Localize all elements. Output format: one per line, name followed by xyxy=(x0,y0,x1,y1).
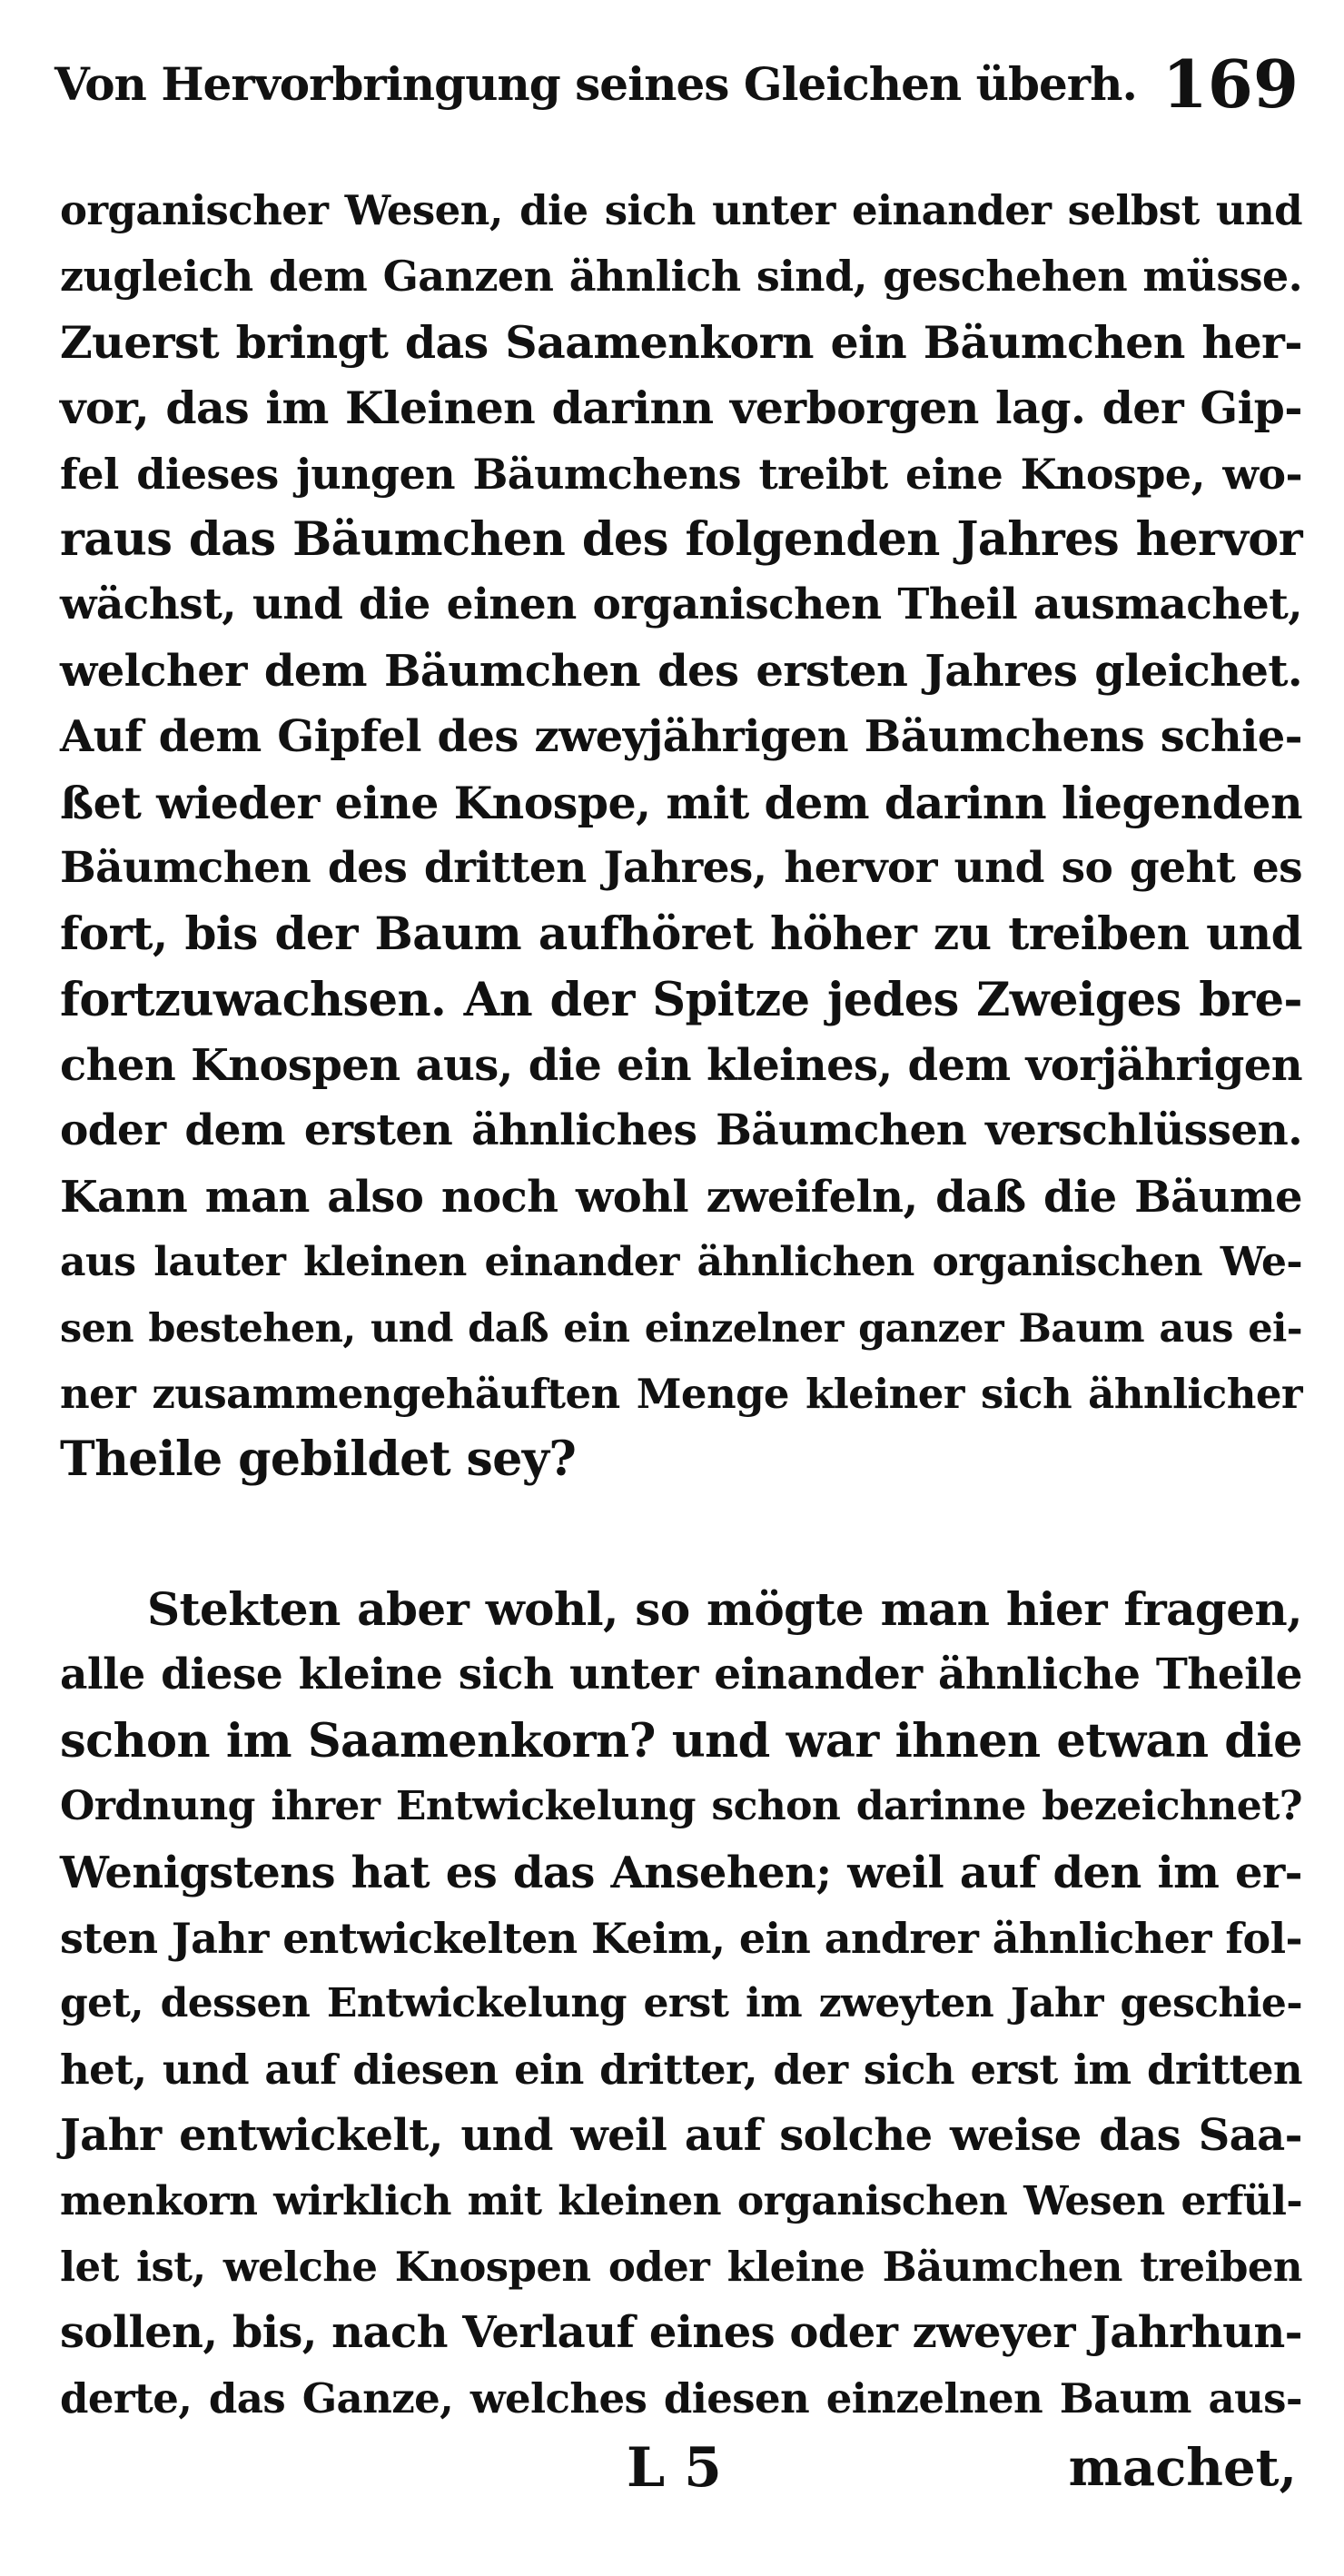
paragraph-2 xyxy=(60,1577,1302,2432)
text-line: fort, bis der Baum aufhöret höher zu treiben und xyxy=(60,907,1302,961)
text-line: chen Knospen aus, die ein kleines, dem vorjährigen xyxy=(60,1040,1302,1092)
text-line: vor, das im Kleinen darinn verborgen lag. der Gip- xyxy=(60,381,1302,435)
running-title: Von Hervorbringung seines Gleichen überh. xyxy=(54,57,1137,111)
signature-mark: L 5 xyxy=(627,2436,722,2500)
page-number: 169 xyxy=(1161,45,1299,123)
text-line: derte, das Ganze, welches diesen einzelnen Baum aus- xyxy=(60,2373,1302,2422)
page-footer xyxy=(0,2427,1344,2509)
text-line: Auf dem Gipfel des zweyjährigen Bäumchens schie- xyxy=(60,711,1302,763)
text-line: Jahr entwickelt, und weil auf solche weise das Saa- xyxy=(60,2110,1302,2162)
text-line: ßet wieder eine Knospe, mit dem darinn liegenden xyxy=(60,776,1302,829)
text-line: Zuerst bringt das Saamenkorn ein Bäumchen her- xyxy=(60,315,1302,369)
text-line: aus lauter kleinen einander ähnlichen organischen We- xyxy=(60,1239,1302,1286)
text-line: Theile gebildet sey? xyxy=(60,1432,577,1488)
text-line: raus das Bäumchen des folgenden Jahres hervor xyxy=(60,511,1302,567)
text-line: Stekten aber wohl, so mögte man hier fragen, xyxy=(147,1582,1302,1636)
text-line: fel dieses jungen Bäumchens treibt eine Knospe, wo- xyxy=(60,449,1302,499)
text-line: Bäumchen des dritten Jahres, hervor und so geht es xyxy=(60,842,1302,893)
text-line: wächst, und die einen organischen Theil ausmachet, xyxy=(60,580,1302,630)
text-line: fortzuwachsen. An der Spitze jedes Zweiges bre- xyxy=(60,972,1302,1027)
text-line: organischer Wesen, die sich unter einander selbst und xyxy=(60,186,1302,234)
text-line: zugleich dem Ganzen ähnlich sind, geschehen müsse. xyxy=(60,252,1302,302)
text-line: get, dessen Entwickelung erst im zweyten Jahr geschie- xyxy=(60,1980,1302,2027)
text-line: Wenigstens hat es das Ansehen; weil auf den im er- xyxy=(60,1847,1302,1898)
text-line: Kann man also noch wohl zweifeln, daß die Bäume xyxy=(60,1171,1302,1223)
text-line: het, und auf diesen ein dritter, der sich erst im dritten xyxy=(60,2045,1302,2094)
paragraph-1 xyxy=(60,178,1302,1493)
text-line: welcher dem Bäumchen des ersten Jahres gleichet. xyxy=(60,645,1302,697)
text-line: schon im Saamenkorn? und war ihnen etwan die xyxy=(60,1713,1302,1769)
text-line: sollen, bis, nach Verlauf eines oder zweyer Jahrhun- xyxy=(60,2307,1302,2359)
text-line: menkorn wirklich mit kleinen organischen Wesen erfül- xyxy=(60,2177,1302,2224)
text-line: sen bestehen, und daß ein einzelner ganzer Baum aus ei- xyxy=(60,1305,1302,1352)
text-line: alle diese kleine sich unter einander ähnliche Theile xyxy=(60,1650,1302,1700)
text-line: let ist, welche Knospen oder kleine Bäumchen treiben xyxy=(60,2242,1302,2291)
text-line: Ordnung ihrer Entwickelung schon darinne bezeichnet? xyxy=(60,1783,1302,1830)
text-line: oder dem ersten ähnliches Bäumchen verschlüssen. xyxy=(60,1105,1302,1156)
running-head xyxy=(54,35,1299,134)
text-line: sten Jahr entwickelten Keim, ein andrer ähnlicher fol- xyxy=(60,1913,1302,1963)
text-line: ner zusammengehäuften Menge kleiner sich ähnlicher xyxy=(60,1370,1302,1419)
catchword: machet, xyxy=(1068,2438,1297,2498)
